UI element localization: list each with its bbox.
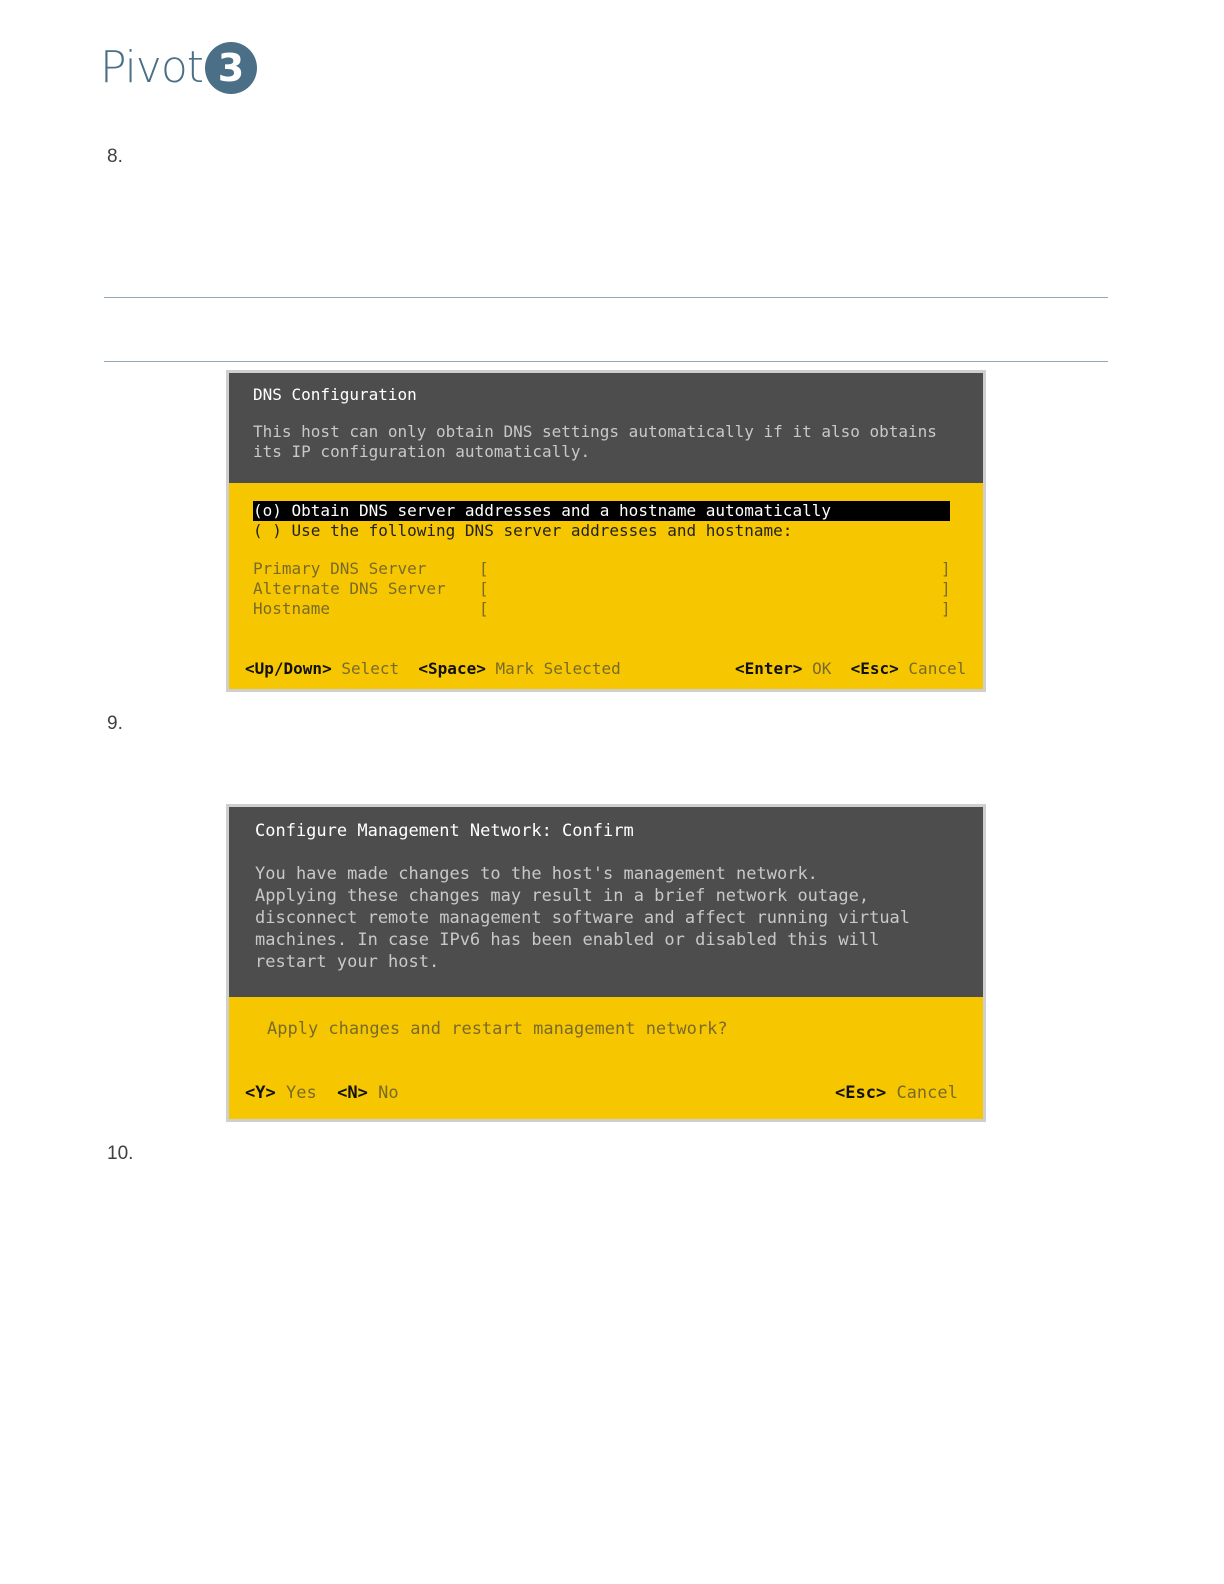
- no-key[interactable]: <N>: [337, 1083, 368, 1103]
- hostname-field[interactable]: [253, 599, 983, 619]
- enter-key[interactable]: <Enter>: [735, 659, 803, 678]
- mark-selected-label: Mark Selected: [495, 659, 621, 678]
- space-key: <Space>: [418, 659, 486, 678]
- confirm-dialog-title: Configure Management Network: Confirm: [255, 821, 634, 841]
- confirm-description-line: You have made changes to the host's management network.: [255, 864, 818, 884]
- dns-key-hints-right: [735, 659, 966, 678]
- confirm-dialog-header: [229, 807, 983, 997]
- confirm-network-screenshot: [226, 804, 986, 1122]
- dns-dialog-description-line: This host can only obtain DNS settings automatically if it also obtains: [253, 422, 937, 441]
- confirm-description-line: disconnect remote management software and affect running virtual: [255, 908, 911, 928]
- alternate-dns-field[interactable]: [253, 579, 983, 599]
- confirm-description-line: restart your host.: [255, 952, 440, 972]
- dns-option-manual[interactable]: ( ) Use the following DNS server addresses and hostname:: [253, 521, 793, 540]
- field-bracket-close: ]: [941, 559, 951, 578]
- dns-dialog-description-line: its IP configuration automatically.: [253, 442, 591, 461]
- cancel-label: Cancel: [896, 1083, 958, 1103]
- dns-fields: [253, 559, 983, 619]
- primary-dns-field[interactable]: [253, 559, 983, 579]
- yes-key[interactable]: <Y>: [245, 1083, 276, 1103]
- field-bracket-close: ]: [941, 599, 951, 618]
- dns-key-hints-left: [245, 659, 621, 678]
- alternate-dns-label: Alternate DNS Server: [253, 579, 446, 598]
- step-number-10: 10.: [107, 1143, 134, 1164]
- confirm-key-hints-right: [835, 1083, 958, 1103]
- ok-label: OK: [812, 659, 832, 678]
- logo-mark-icon: 3: [205, 42, 257, 94]
- step-number-9: 9.: [107, 713, 123, 734]
- hostname-label: Hostname: [253, 599, 331, 618]
- dns-dialog-header: [229, 373, 983, 483]
- no-label: No: [378, 1083, 399, 1103]
- field-bracket-open: [: [479, 579, 489, 598]
- logo-wordmark: Pivot: [100, 42, 204, 93]
- confirm-description-line: machines. In case IPv6 has been enabled or disabled this will: [255, 930, 880, 950]
- field-bracket-open: [: [479, 599, 489, 618]
- primary-dns-label: Primary DNS Server: [253, 559, 427, 578]
- dns-option-automatic[interactable]: (o) Obtain DNS server addresses and a hostname automatically: [253, 501, 950, 521]
- divider-top: [104, 297, 1108, 298]
- select-label: Select: [341, 659, 400, 678]
- dns-dialog-title: DNS Configuration: [253, 385, 417, 404]
- dns-dialog-description: [253, 422, 983, 462]
- field-bracket-open: [: [479, 559, 489, 578]
- updown-key: <Up/Down>: [245, 659, 332, 678]
- dns-configuration-screenshot: [226, 370, 986, 692]
- divider-bottom: [104, 361, 1108, 362]
- esc-key[interactable]: <Esc>: [835, 1083, 887, 1103]
- yes-label: Yes: [285, 1083, 317, 1103]
- confirm-dialog-description: [255, 863, 983, 973]
- confirm-key-hints-left: [245, 1083, 399, 1103]
- cancel-label: Cancel: [908, 659, 967, 678]
- field-bracket-close: ]: [941, 579, 951, 598]
- pivot3-logo: [100, 40, 257, 96]
- confirm-description-line: Applying these changes may result in a brief network outage,: [255, 886, 870, 906]
- esc-key[interactable]: <Esc>: [850, 659, 899, 678]
- step-number-8: 8.: [107, 146, 123, 167]
- dns-dialog-body: [229, 483, 983, 619]
- confirm-question: Apply changes and restart management network?: [267, 1019, 728, 1039]
